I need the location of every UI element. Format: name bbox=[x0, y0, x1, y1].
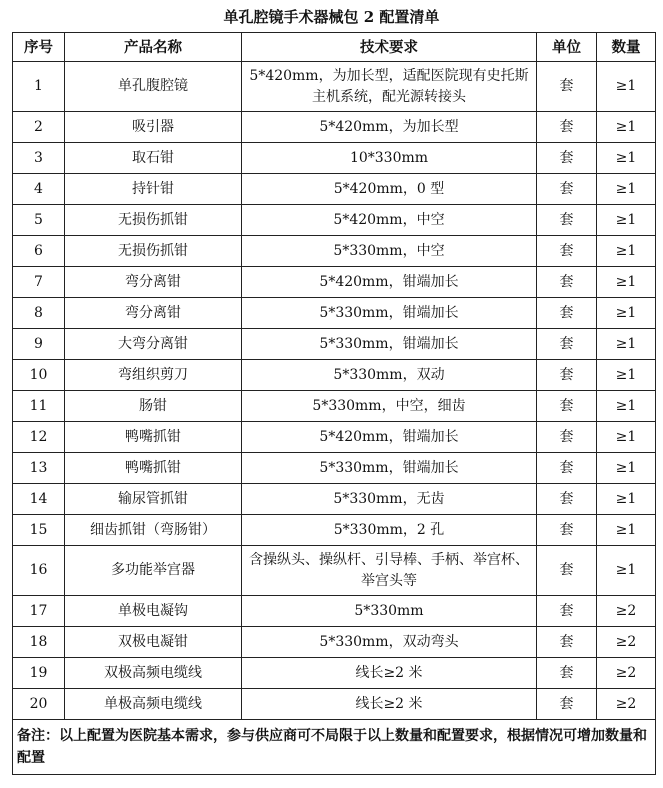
cell-no: 17 bbox=[13, 596, 65, 627]
cell-product-name: 无损伤抓钳 bbox=[65, 205, 242, 236]
header-no: 序号 bbox=[13, 33, 65, 62]
header-spec: 技术要求 bbox=[242, 33, 537, 62]
cell-unit: 套 bbox=[537, 360, 597, 391]
table-row bbox=[13, 658, 656, 689]
cell-no: 3 bbox=[13, 143, 65, 174]
table-row bbox=[13, 484, 656, 515]
cell-quantity: ≥2 bbox=[597, 596, 656, 627]
cell-unit: 套 bbox=[537, 596, 597, 627]
cell-no: 14 bbox=[13, 484, 65, 515]
cell-quantity: ≥2 bbox=[597, 689, 656, 720]
cell-product-name: 大弯分离钳 bbox=[65, 329, 242, 360]
table-row bbox=[13, 174, 656, 205]
cell-product-name: 双极电凝钳 bbox=[65, 627, 242, 658]
cell-tech-spec: 5*330mm，钳端加长 bbox=[242, 329, 537, 360]
cell-no: 19 bbox=[13, 658, 65, 689]
cell-tech-spec: 5*330mm，双动 bbox=[242, 360, 537, 391]
cell-product-name: 弯组织剪刀 bbox=[65, 360, 242, 391]
cell-quantity: ≥1 bbox=[597, 360, 656, 391]
cell-product-name: 肠钳 bbox=[65, 391, 242, 422]
cell-no: 5 bbox=[13, 205, 65, 236]
cell-unit: 套 bbox=[537, 267, 597, 298]
cell-quantity: ≥1 bbox=[597, 515, 656, 546]
cell-tech-spec: 线长≥2 米 bbox=[242, 658, 537, 689]
cell-tech-spec: 5*330mm，2 孔 bbox=[242, 515, 537, 546]
cell-tech-spec: 5*330mm，中空 bbox=[242, 236, 537, 267]
cell-no: 4 bbox=[13, 174, 65, 205]
cell-quantity: ≥2 bbox=[597, 627, 656, 658]
table-row bbox=[13, 62, 656, 112]
table-row bbox=[13, 267, 656, 298]
table-row bbox=[13, 689, 656, 720]
cell-quantity: ≥1 bbox=[597, 546, 656, 596]
cell-product-name: 无损伤抓钳 bbox=[65, 236, 242, 267]
header-name: 产品名称 bbox=[65, 33, 242, 62]
header-unit: 单位 bbox=[537, 33, 597, 62]
cell-no: 6 bbox=[13, 236, 65, 267]
cell-product-name: 双极高频电缆线 bbox=[65, 658, 242, 689]
cell-no: 7 bbox=[13, 267, 65, 298]
cell-no: 9 bbox=[13, 329, 65, 360]
cell-no: 12 bbox=[13, 422, 65, 453]
cell-tech-spec: 线长≥2 米 bbox=[242, 689, 537, 720]
cell-no: 8 bbox=[13, 298, 65, 329]
cell-quantity: ≥1 bbox=[597, 329, 656, 360]
cell-tech-spec: 5*420mm，0 型 bbox=[242, 174, 537, 205]
cell-product-name: 单极高频电缆线 bbox=[65, 689, 242, 720]
table-row bbox=[13, 143, 656, 174]
cell-unit: 套 bbox=[537, 205, 597, 236]
table-body bbox=[13, 62, 656, 720]
cell-quantity: ≥1 bbox=[597, 236, 656, 267]
cell-product-name: 细齿抓钳（弯肠钳） bbox=[65, 515, 242, 546]
table-row bbox=[13, 329, 656, 360]
cell-product-name: 多功能举宫器 bbox=[65, 546, 242, 596]
cell-product-name: 取石钳 bbox=[65, 143, 242, 174]
table-row bbox=[13, 112, 656, 143]
cell-unit: 套 bbox=[537, 174, 597, 205]
cell-unit: 套 bbox=[537, 484, 597, 515]
cell-tech-spec: 5*330mm，钳端加长 bbox=[242, 298, 537, 329]
cell-quantity: ≥2 bbox=[597, 658, 656, 689]
cell-tech-spec: 5*330mm，钳端加长 bbox=[242, 453, 537, 484]
table-row bbox=[13, 546, 656, 596]
cell-unit: 套 bbox=[537, 329, 597, 360]
table-row bbox=[13, 515, 656, 546]
cell-product-name: 鸭嘴抓钳 bbox=[65, 453, 242, 484]
config-table bbox=[12, 32, 656, 775]
cell-unit: 套 bbox=[537, 627, 597, 658]
cell-product-name: 鸭嘴抓钳 bbox=[65, 422, 242, 453]
table-row bbox=[13, 391, 656, 422]
table-header-row bbox=[13, 33, 656, 62]
cell-no: 20 bbox=[13, 689, 65, 720]
cell-no: 1 bbox=[13, 62, 65, 112]
cell-product-name: 弯分离钳 bbox=[65, 267, 242, 298]
cell-no: 18 bbox=[13, 627, 65, 658]
cell-tech-spec: 10*330mm bbox=[242, 143, 537, 174]
cell-quantity: ≥1 bbox=[597, 174, 656, 205]
document-title: 单孔腔镜手术器械包 2 配置清单 bbox=[223, 8, 440, 26]
cell-product-name: 弯分离钳 bbox=[65, 298, 242, 329]
cell-unit: 套 bbox=[537, 546, 597, 596]
cell-quantity: ≥1 bbox=[597, 453, 656, 484]
cell-unit: 套 bbox=[537, 453, 597, 484]
cell-tech-spec: 5*420mm，为加长型，适配医院现有史托斯主机系统，配光源转接头 bbox=[242, 62, 537, 112]
cell-product-name: 输尿管抓钳 bbox=[65, 484, 242, 515]
cell-quantity: ≥1 bbox=[597, 298, 656, 329]
cell-unit: 套 bbox=[537, 391, 597, 422]
cell-quantity: ≥1 bbox=[597, 484, 656, 515]
cell-no: 10 bbox=[13, 360, 65, 391]
cell-tech-spec: 5*420mm，中空 bbox=[242, 205, 537, 236]
cell-tech-spec: 含操纵头、操纵杆、引导棒、手柄、举宫杯、举宫头等 bbox=[242, 546, 537, 596]
cell-quantity: ≥1 bbox=[597, 422, 656, 453]
cell-tech-spec: 5*330mm bbox=[242, 596, 537, 627]
cell-quantity: ≥1 bbox=[597, 391, 656, 422]
cell-no: 15 bbox=[13, 515, 65, 546]
note-text: 备注：以上配置为医院基本需求，参与供应商可不局限于以上数量和配置要求，根据情况可增加数量和配置 bbox=[13, 720, 656, 775]
cell-unit: 套 bbox=[537, 236, 597, 267]
cell-no: 16 bbox=[13, 546, 65, 596]
cell-no: 2 bbox=[13, 112, 65, 143]
cell-unit: 套 bbox=[537, 112, 597, 143]
table-row bbox=[13, 236, 656, 267]
cell-product-name: 吸引器 bbox=[65, 112, 242, 143]
table-row bbox=[13, 422, 656, 453]
cell-quantity: ≥1 bbox=[597, 205, 656, 236]
cell-product-name: 单孔腹腔镜 bbox=[65, 62, 242, 112]
cell-quantity: ≥1 bbox=[597, 143, 656, 174]
cell-product-name: 持针钳 bbox=[65, 174, 242, 205]
table-row bbox=[13, 205, 656, 236]
cell-unit: 套 bbox=[537, 298, 597, 329]
note-row bbox=[13, 720, 656, 775]
cell-tech-spec: 5*330mm，中空，细齿 bbox=[242, 391, 537, 422]
table-row bbox=[13, 596, 656, 627]
cell-tech-spec: 5*330mm，无齿 bbox=[242, 484, 537, 515]
cell-tech-spec: 5*420mm，钳端加长 bbox=[242, 267, 537, 298]
header-qty: 数量 bbox=[597, 33, 656, 62]
cell-unit: 套 bbox=[537, 422, 597, 453]
cell-unit: 套 bbox=[537, 689, 597, 720]
cell-unit: 套 bbox=[537, 62, 597, 112]
cell-quantity: ≥1 bbox=[597, 112, 656, 143]
table-row bbox=[13, 298, 656, 329]
cell-unit: 套 bbox=[537, 515, 597, 546]
table-row bbox=[13, 627, 656, 658]
cell-unit: 套 bbox=[537, 658, 597, 689]
table-row bbox=[13, 360, 656, 391]
cell-tech-spec: 5*330mm，双动弯头 bbox=[242, 627, 537, 658]
table-row bbox=[13, 453, 656, 484]
cell-no: 11 bbox=[13, 391, 65, 422]
cell-unit: 套 bbox=[537, 143, 597, 174]
cell-quantity: ≥1 bbox=[597, 62, 656, 112]
cell-no: 13 bbox=[13, 453, 65, 484]
cell-product-name: 单极电凝钩 bbox=[65, 596, 242, 627]
cell-tech-spec: 5*420mm，为加长型 bbox=[242, 112, 537, 143]
cell-quantity: ≥1 bbox=[597, 267, 656, 298]
cell-tech-spec: 5*420mm，钳端加长 bbox=[242, 422, 537, 453]
